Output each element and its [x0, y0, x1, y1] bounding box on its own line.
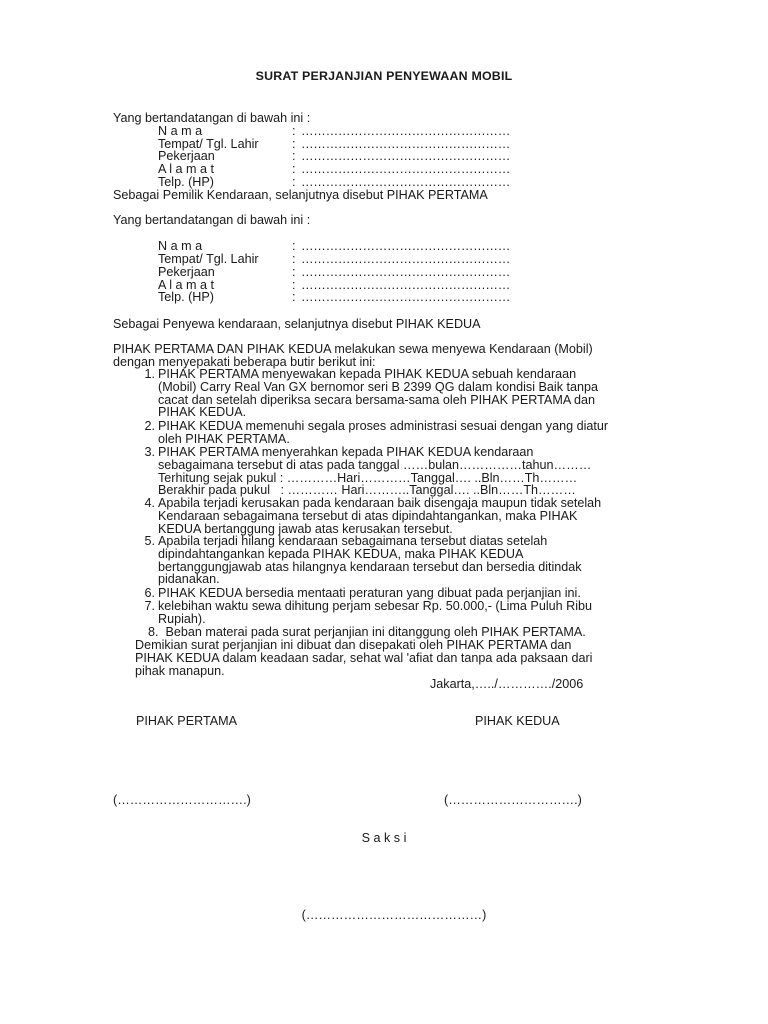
clause-line: dipindahtangankan kepada PIHAK KEDUA, maka PIHAK KEDUA — [158, 546, 524, 561]
signature-line-party1: (………………………….) — [113, 793, 251, 807]
clause-text — [158, 535, 663, 586]
field-label: Telp. (HP) — [158, 290, 214, 304]
clause-line: (Mobil) Carry Real Van GX bernomor seri B 2399 QG dalam kondisi Baik tanpa — [158, 379, 599, 394]
clause-number: 4. — [144, 496, 155, 510]
field-label: A l a m a t — [158, 278, 214, 292]
clause-number: 5. — [144, 534, 155, 548]
field-colon: : — [292, 175, 296, 189]
clause-line: Berakhir pada pukul : ………… Hari………..Tanggal…. ..Bln……Th……… — [158, 483, 576, 498]
clause-text — [158, 446, 663, 497]
clause-number: 7. — [144, 599, 155, 613]
closing-line-3: pihak manapun. — [135, 664, 225, 678]
clause-line: Rupiah). — [158, 611, 206, 626]
signature-label-party2: PIHAK KEDUA — [475, 714, 560, 728]
field-blank: …………………………………………… — [301, 149, 510, 163]
clause-line: pidanakan. — [158, 572, 220, 587]
party1-role: Sebagai Pemilik Kendaraan, selanjutnya disebut PIHAK PERTAMA — [113, 188, 488, 202]
agreement-intro-line-2: dengan menyepakati beberapa butir berikut ini: — [113, 355, 376, 369]
witness-label: S a k s i — [361, 831, 407, 845]
clause-text — [158, 497, 663, 535]
field-label: Tempat/ Tgl. Lahir — [158, 252, 259, 266]
clause-text — [158, 368, 663, 419]
field-blank: …………………………………………… — [301, 278, 510, 292]
document-title: SURAT PERJANJIAN PENYEWAAN MOBIL — [255, 69, 513, 83]
clause-line: bertanggungjawab atas hilangnya kendaraan tersebut dan bersedia ditindak — [158, 559, 582, 574]
clause-text — [158, 600, 663, 626]
field-blank: …………………………………………… — [301, 290, 510, 304]
clause-number: 1. — [144, 367, 155, 381]
clause-line: PIHAK KEDUA memenuhi segala proses administrasi sesuai dengan yang diatur — [158, 419, 609, 433]
closing-line-1: Demikian surat perjanjian ini dibuat dan disepakati oleh PIHAK PERTAMA dan — [135, 638, 572, 652]
clause-line: Kendaraan sebagaimana tersebut di atas dipindahtangankan, maka PIHAK — [158, 508, 578, 523]
clause-text — [158, 587, 663, 600]
clause-number: 6. — [144, 586, 155, 600]
field-colon: : — [292, 278, 296, 292]
field-label: N a m a — [158, 239, 203, 253]
signature-line-party2: (………………………….) — [444, 793, 582, 807]
clause-line: PIHAK KEDUA bersedia mentaati peraturan yang dibuat pada perjanjian ini. — [158, 586, 581, 600]
field-colon: : — [292, 239, 296, 253]
field-label: A l a m a t — [158, 162, 214, 176]
field-blank: …………………………………………… — [301, 175, 510, 189]
clause-line: kelebihan waktu sewa dihitung perjam sebesar Rp. 50.000,- (Lima Puluh Ribu — [158, 599, 593, 613]
place-date: Jakarta,…../…………./2006 — [430, 677, 584, 691]
clause-line: oleh PIHAK PERTAMA. — [158, 431, 290, 446]
party2-role: Sebagai Penyewa kendaraan, selanjutnya disebut PIHAK KEDUA — [113, 317, 481, 331]
signature-label-party1: PIHAK PERTAMA — [136, 714, 238, 728]
party2-intro: Yang bertandatangan di bawah ini : — [113, 213, 311, 227]
field-label: N a m a — [158, 124, 203, 138]
field-blank: …………………………………………… — [301, 137, 510, 151]
field-colon: : — [292, 265, 296, 279]
clause-line: Apabila terjadi hilang kendaraan sebagaimana tersebut diatas setelah — [158, 534, 548, 548]
field-blank: …………………………………………… — [301, 239, 510, 253]
field-colon: : — [292, 252, 296, 266]
clause-line: cacat dan setelah diperiksa secara bersama-sama oleh PIHAK PERTAMA dan — [158, 392, 596, 407]
clause-8: 8. Beban materai pada surat perjanjian ini ditanggung oleh PIHAK PERTAMA. — [148, 625, 586, 639]
field-blank: …………………………………………… — [301, 265, 510, 279]
clause-text — [158, 420, 663, 446]
clause-line: sebagaimana tersebut di atas pada tanggal ……bulan……………tahun……… — [158, 457, 592, 472]
agreement-intro-line-1: PIHAK PERTAMA DAN PIHAK KEDUA melakukan sewa menyewa Kendaraan (Mobil) — [113, 342, 593, 356]
field-colon: : — [292, 162, 296, 176]
clause-line: PIHAK KEDUA. — [158, 405, 247, 420]
field-blank: …………………………………………… — [301, 162, 510, 176]
field-label: Telp. (HP) — [158, 175, 214, 189]
clause-number: 2. — [144, 419, 155, 433]
witness-signature-line: (……………………………………) — [301, 908, 487, 922]
clause-line: Terhitung sejak pukul : …………Hari…………Tanggal…. ..Bln……Th……… — [158, 470, 578, 485]
field-colon: : — [292, 137, 296, 151]
clause-line: PIHAK PERTAMA menyewakan kepada PIHAK KEDUA sebuah kendaraan — [158, 367, 577, 381]
field-colon: : — [292, 124, 296, 138]
clause-line: PIHAK PERTAMA menyerahkan kepada PIHAK KEDUA kendaraan — [158, 445, 534, 459]
field-blank: …………………………………………… — [301, 124, 510, 138]
field-colon: : — [292, 290, 296, 304]
field-label: Tempat/ Tgl. Lahir — [158, 137, 259, 151]
field-colon: : — [292, 149, 296, 163]
party1-intro: Yang bertandatangan di bawah ini : — [113, 111, 311, 125]
closing-line-2: PIHAK KEDUA dalam keadaan sadar, sehat wal 'afiat dan tanpa ada paksaan dari — [135, 651, 593, 665]
clause-number: 3. — [144, 445, 155, 459]
field-label: Pekerjaan — [158, 149, 215, 163]
field-blank: …………………………………………… — [301, 252, 510, 266]
clause-line: Apabila terjadi kerusakan pada kendaraan baik disengaja maupun tidak setelah — [158, 496, 602, 510]
field-label: Pekerjaan — [158, 265, 215, 279]
clause-line: KEDUA bertanggung jawab atas kerusakan tersebut. — [158, 521, 453, 536]
